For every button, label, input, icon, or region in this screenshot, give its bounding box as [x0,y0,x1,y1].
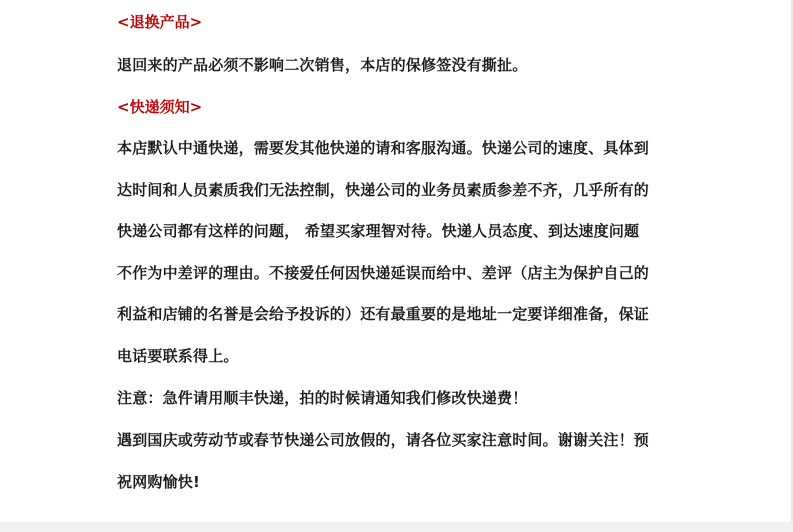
shipping-line-4: 不作为中差评的理由。不接爱任何因快递延误而给中、差评（店主为保护自己的 [117,263,650,282]
bottom-band [0,522,793,532]
return-heading: <退换产品> [117,13,203,31]
shipping-line-3: 快递公司都有这样的问题， 希望买家理智对待。快递人员态度、到达速度问题 [117,222,640,240]
return-body-line: 退回来的产品必须不影响二次销售，本店的保修签没有撕扯。 [117,56,528,74]
shipping-line-1: 本店默认中通快递，需要发其他快递的请和客服沟通。快递公司的速度、具体到 [117,139,650,157]
holiday-line-2: 祝网购愉快! [117,472,201,491]
notice-body [117,388,527,430]
notice-line: 注意：急件请用顺丰快递，拍的时候请通知我们修改快递费！ [117,389,528,407]
shipping-line-2: 达时间和人员素质我们无法控制，快递公司的业务员素质参差不齐，几乎所有的 [117,180,650,199]
return-body [117,55,527,97]
holiday-line-1: 遇到国庆或劳动节或春节快递公司放假的，请各位买家注意时间。谢谢关注！预 [117,431,650,449]
shipping-line-5: 利益和店铺的名誉是会给予投诉的）还有最重要的是地址一定要详细准备，保证 [117,305,650,323]
holiday-body [117,430,649,513]
shipping-body [117,138,649,387]
shipping-line-6: 电话要联系得上。 [117,346,239,365]
shipping-heading: <快递须知> [117,98,203,116]
